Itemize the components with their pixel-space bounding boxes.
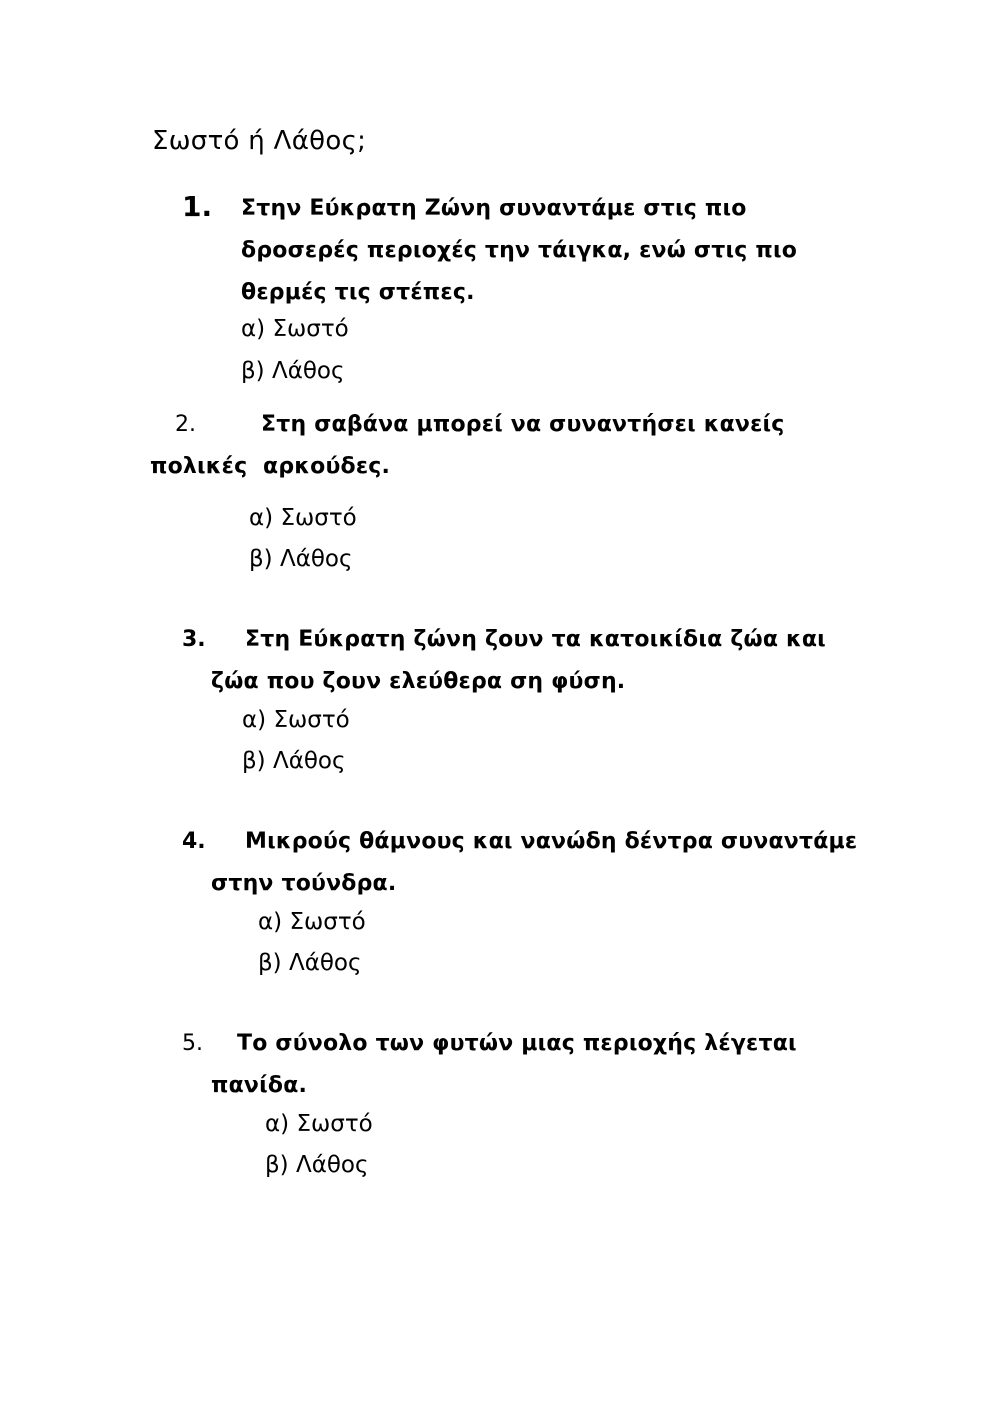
option-true[interactable]: α) Σωστό	[242, 707, 350, 733]
question-number: 2.	[175, 412, 196, 437]
question-text-line: δροσερές περιοχές την τάιγκα, ενώ στις πιο	[241, 238, 798, 263]
question-number: 4.	[182, 829, 206, 854]
option-true[interactable]: α) Σωστό	[258, 909, 366, 935]
question-text-line: στην τούνδρα.	[211, 871, 397, 896]
option-false[interactable]: β) Λάθος	[242, 748, 346, 774]
question-text-line: Στην Εύκρατη Ζώνη συναντάμε στις πιο	[241, 196, 747, 221]
option-true[interactable]: α) Σωστό	[249, 505, 357, 531]
question-text-line: πολικές αρκούδες.	[150, 454, 391, 479]
question-text-line: Μικρούς θάμνους και νανώδη δέντρα συναντάμε	[245, 829, 858, 854]
option-true[interactable]: α) Σωστό	[265, 1111, 373, 1137]
option-true[interactable]: α) Σωστό	[241, 316, 349, 342]
question-text-line: Στη σαβάνα μπορεί να συναντήσει κανείς	[261, 412, 785, 437]
question-text-line: Το σύνολο των φυτών μιας περιοχής λέγεται	[237, 1031, 797, 1056]
question-text-line: ζώα που ζουν ελεύθερα ση φύση.	[211, 669, 626, 694]
option-false[interactable]: β) Λάθος	[241, 358, 345, 384]
question-number: 3.	[182, 627, 206, 652]
question-text-line: Στη Εύκρατη ζώνη ζουν τα κατοικίδια ζώα και	[245, 627, 826, 652]
question-text-line: πανίδα.	[211, 1073, 308, 1098]
page-title: Σωστό ή Λάθος;	[152, 126, 367, 156]
question-number: 5.	[182, 1031, 203, 1056]
option-false[interactable]: β) Λάθος	[258, 950, 362, 976]
question-text-line: θερμές τις στέπες.	[241, 280, 475, 305]
option-false[interactable]: β) Λάθος	[265, 1152, 369, 1178]
question-number: 1.	[182, 190, 213, 223]
option-false[interactable]: β) Λάθος	[249, 546, 353, 572]
